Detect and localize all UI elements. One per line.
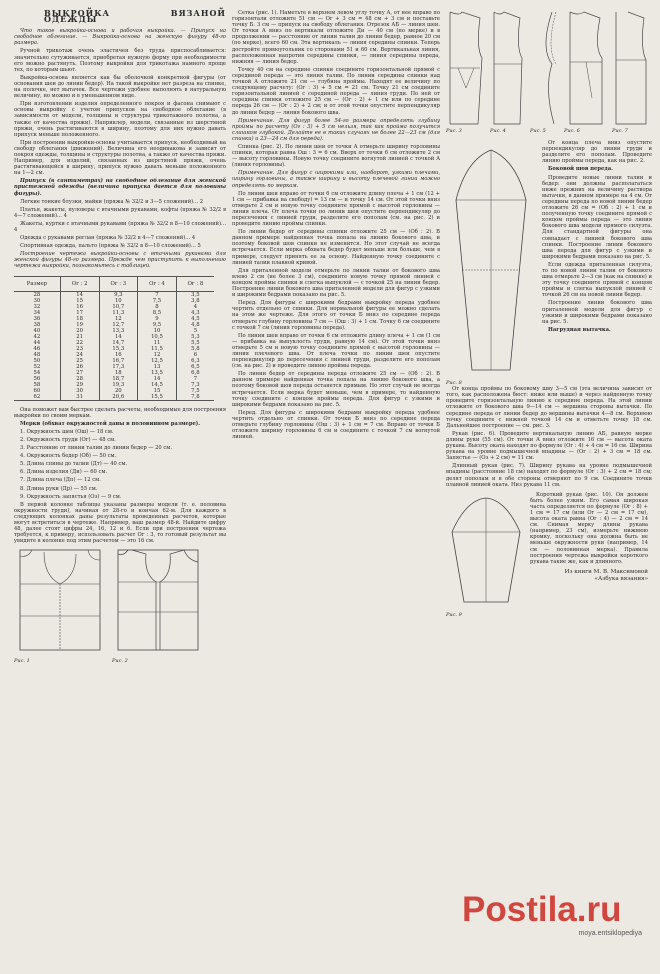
table-cell: 3,8 — [176, 298, 214, 304]
short-sleeve-drawing — [446, 492, 526, 612]
right-text-block — [542, 140, 652, 386]
table-cell: 48 — [33, 351, 41, 358]
pattern-drawing-1 — [14, 546, 106, 658]
figure-caption: Рис. 9 — [446, 611, 462, 618]
table-cell: 22 — [60, 340, 99, 346]
sleeve-drawing — [446, 140, 536, 380]
table-cell: 10 — [99, 298, 138, 304]
table-cell: 60 — [33, 387, 41, 394]
table-header: Ог : 3 — [99, 276, 138, 291]
pattern-drawing-7 — [612, 8, 652, 128]
pattern-drawing-6 — [564, 8, 608, 128]
table-cell: 10,7 — [99, 304, 138, 310]
table-cell: 3,5 — [176, 291, 214, 298]
table-cell: 7 — [138, 291, 177, 298]
table-cell: 19 — [60, 322, 99, 328]
table-cell: 40 — [33, 327, 41, 334]
table-row — [14, 394, 214, 401]
table-cell: 9 — [138, 316, 177, 322]
watermark — [462, 890, 642, 960]
table-cell: 32 — [33, 303, 41, 310]
table-cell: 23 — [60, 346, 99, 352]
table-cell: 54 — [33, 369, 41, 376]
table-cell: 12,5 — [138, 358, 177, 364]
table-cell: 4,8 — [176, 322, 214, 328]
figure-caption: Рис. 5 — [530, 128, 546, 134]
table-cell: 44 — [33, 339, 41, 346]
figure-6 — [564, 8, 608, 134]
table-cell: 11,3 — [99, 310, 138, 316]
table-cell: 6,8 — [176, 370, 214, 376]
paragraph — [542, 166, 652, 172]
table-cell: 11 — [138, 340, 177, 346]
figure-caption: Рис. 1 — [14, 658, 30, 665]
table-cell: 27 — [60, 370, 99, 376]
table-cell: 9,5 — [138, 322, 177, 328]
paragraph: По линии бедер от середины переда отложите 25 см — (Об : 2). В данном примере найденная точка попала на линию бокового шва, а поэтому боковой шов переда останется прямым. Но этот случай не всегда встречается. Если мерка будет меньше, чем в примере, то найденную точку соедините с концом проймы переда. Для фигур с узкими и широкими бедрами показано на рис. 5. — [232, 371, 440, 408]
table-cell: 14,7 — [99, 340, 138, 346]
figure-1 — [14, 546, 106, 664]
table-cell: 6,5 — [176, 364, 214, 370]
paragraph: Построение линии бокового шва приталенной модели для фигур с узкими и широкими бедрами показано на рис. 5. — [542, 300, 652, 325]
paragraph: Перед. Для фигуры с широкими бедрами выкройку переда удобнее чертить отдельно от спинки. От точки Б вниз по середине переда отмерьте глубину горловины (Ош : 3) + 1 см = 7 см. Вправо от точки Б отложите ширину горловины 6 см и соедините с точкой 7 см вогнутой линией. — [232, 409, 440, 441]
measure-item: 4. Окружность бедер (Об) — 50 см. — [20, 453, 117, 460]
table-cell: 5,5 — [176, 340, 214, 346]
paragraph: От конца плеча вниз опустите перпендикуляр до линии груди и разделите его пополам. Проведите линию проймы переда, как на рис. 2. — [542, 140, 652, 165]
table-cell: 13,5 — [138, 370, 177, 376]
measure-item: 8. Длина руки (Др) — 55 см. — [20, 485, 98, 492]
table-cell: 28 — [60, 376, 99, 382]
side-seam-heading: Боковой шов переда. — [548, 166, 613, 173]
table-cell: 19,3 — [99, 382, 138, 388]
table-cell: 5 — [176, 328, 214, 334]
paragraph: Если одежда приталенная силуэта, то по новой линии талии от бокового шва отмерьте 2—3 см (как на спинке) и эту точку соедините прямой с концом проймы и слегка выпуклой линией с точкой 26 см на новой линии бедер. — [542, 261, 652, 299]
paragraph: Спинка (рис. 2). По линии шеи от точки А отмерьте ширину горловины спинки, которая равна Ош : 3 = 6 см. Вверх от точки 6 см отложите 2 см — высоту горловины. Новую точку соедините вогнутой линией с точкой А (линия горловины). — [232, 143, 440, 169]
figures-3-7 — [446, 8, 652, 134]
table-cell: 8,5 — [138, 310, 177, 316]
note: Примечание. Для фигур более 54-го размера определять глубину проймы по расчету (Ог : 3) + 5 см нельзя, так как пройма получится слишком глубокой. Делайте ее в таких случаях не более 22—23 см (для спинки) и 23—24 см для переда). — [232, 117, 440, 142]
table-cell: 13 — [138, 364, 177, 370]
column-middle — [232, 10, 440, 442]
measures-heading: Мерки (обхват окружностей даны в половинном размере). — [20, 420, 201, 427]
table-cell: 10 — [138, 328, 177, 334]
table-cell: 4 — [176, 304, 214, 310]
table-cell: 18 — [99, 370, 138, 376]
allowance-item: Спортивная одежда, пальто (пряжа № 32/2 в 8—10 сложений)... 5 — [20, 243, 201, 250]
paragraph: При построении выкройки-основы учитывается припуск, необходимый на свободу облегания (движений). Величина его неодинакова и зависит от покроя одежды, толщины и структуры полотна, а также от качества пряжи. Например, для изделий, связанных из шерстяной пряжи, очень растягивающейся в ширину, припуск нужно давать меньше положенного на 1—2 см. — [14, 139, 226, 177]
paragraph: Проведите новые линии талии и бедер: они должны располагаться ниже прежних на величину раствора вытачки, в данном примере на 4 см. От середины переда по новой линии бедер отложите 26 см = (Об : 2) + 1 см и полученную точку соедините прямой с концом проймы переда — это линия бокового шва модели прямого силуэта. Для стандартной фигуры она совпадает с линией бокового шва спинки. Построение линии бокового шва переда для фигур с узкими и широкими бедрами показано на рис. 5. — [542, 174, 652, 260]
table-cell: 14 — [99, 334, 138, 340]
measure-item: 2. Окружность груди (Ог) — 48 см. — [20, 436, 116, 443]
table-cell: 14,5 — [138, 382, 177, 388]
figure-7 — [612, 8, 652, 134]
allowance-item: Легкие тонкие блузки, майки (пряжа № 32/2 и 3—5 сложений)... 2 — [20, 198, 204, 205]
table-cell: 25 — [60, 358, 99, 364]
table-cell: 16 — [99, 352, 138, 358]
measure-item: 3. Расстояние от линии талии до линии бедер — 20 см. — [20, 445, 172, 452]
table-cell: 17,3 — [99, 364, 138, 370]
figure-caption: Рис. 4 — [490, 128, 506, 134]
paragraph: Точку 40 см на середине спинки соедините горизонтальной прямой с серединой переда — это линия талии. По линии середины спинки над точкой А отложите 21 см — глубина проймы. Находят ее величину по следующему расчету: (Ог : 3) + 5 см = 21 см. Точку 21 см соедините горизонтальной линией с серединой переда — линия груди. По ней от середины спинки отложите 25 см — (Ог : 2) + 1 см или по середине переда 26 см — (Ог : 2) + 2 см; и от этой точки опустите перпендикуляр до линии бедер — линия бокового шва. — [232, 66, 440, 116]
allowance-item: Платья, жакеты, пуловеры с втачными рукавами, кофты (пряжа № 32/2 в 4—7 сложений)... 4 — [14, 206, 226, 219]
table-cell: 6 — [176, 352, 214, 358]
paragraph: В первой колонке таблицы указаны размеры модели (т. е. половина окружности груди), начиная от 28-го и кончая 62-м. Для каждого в следующих колонках даны результаты проведенных расчетов, которые могут встретиться в чертеже. Например, ваш размер 48-й. Найдите цифру 48, далее стоят цифры 24, 16, 12 и 6. Если при построении чертежа требуется, к примеру, использовать расчет Ог : 3, то готовый результат вы увидите в колонке под этим расчетом — это 16 см. — [14, 501, 226, 545]
figure-3 — [446, 8, 486, 134]
table-header: Размер — [14, 276, 60, 291]
measure-item: 5. Длина спины до талии (Дт) — 40 см. — [20, 461, 128, 468]
size-table — [14, 276, 214, 401]
table-cell: 30 — [60, 388, 99, 394]
table-header: Ог : 4 — [138, 276, 177, 291]
table-cell: 20 — [60, 328, 99, 334]
table-cell: 62 — [33, 393, 41, 400]
paragraph: Сетка (рис. 1). Наметьте в верхнем левом углу точку А, от нее вправо по горизонтали отложите 51 см — Ог + 3 см = 48 см + 3 см и поставьте точку Б. 3 см — припуск на свободу облегания. Отрезок АБ — линия шеи. От точки А вниз по вертикали отложите Ди — 40 см (по мерке) и в продолжении — расстояние от линии талии до линии бедер, равное 20 см (по мерке), всего 60 см. Эта вертикаль — линия середины спинки. Теперь достройте прямоугольник со сторонами 51 и 60 см. Вертикальная линия, расположенная напротив середины спинки, — линия середины переда, нижняя — линия бедер. — [232, 10, 440, 65]
table-cell: 6,3 — [176, 358, 214, 364]
table-cell: 11,5 — [138, 346, 177, 352]
page-title: ВЫКРОЙКА ВЯЗАНОЙ ОДЕЖДЫ — [44, 8, 226, 25]
short-sleeve-text — [530, 492, 648, 618]
allowance-item: Одежда с рукавами реглан (пряжа № 32/2 в 4—7 сложений)... 4 — [20, 235, 196, 242]
figure-caption: Рис. 7 — [612, 128, 628, 134]
figure-sleeve-area — [446, 140, 652, 386]
source-author: Из книги М. В. Максимовой — [564, 568, 648, 575]
measure-item: 6. Длина изделия (Ди) — 60 см. — [20, 469, 108, 476]
table-cell: 12 — [99, 316, 138, 322]
paragraph: По линии шеи вправо от точки 6 см отложите длину плеча + 1 см (1 см — прибавка на выпуклость груди, равную 14 см). От этой точки вниз отмерьте 5 см и новую точку соедините прямой с высотой горловины — линия плечевого шва. От плеча точки по линии шеи опустите перпендикуляр до пересечения с линией груди, разделите его пополам (см. на рис. 2) и проведите линию проймы переда. — [232, 332, 440, 370]
column-left — [14, 0, 226, 664]
table-cell: 9,3 — [99, 291, 138, 298]
paragraph: По линии бедер от середины спинки отложите 25 см — (Об : 2). В данном примере найденная точка попала на линию бокового шва, и поэтому боковой шов спинки не изменится. Но этот случай не всегда встречается. Если мерка обхвата бедер будет меньше или больше, чем в примере, следует принять ее за основу. Найденную точку соедините с линией талии плавной кривой. — [232, 229, 440, 266]
table-header-row — [14, 276, 214, 291]
table-cell: 4,5 — [176, 316, 214, 322]
table-cell: 15 — [60, 298, 99, 304]
watermark-site: moya.entsiklopediya — [578, 930, 642, 937]
pattern-drawing-4 — [490, 8, 526, 128]
figure-caption: Рис. 6 — [564, 128, 580, 134]
paragraph: Рукав (рис. 6). Проведите вертикальную линию АБ, равную мерке длины руки (55 см). От точки А вниз отложите 16 см — высота оката рукава. Высоту оката находят по формуле (Ог : 4) + 4 см = 16 см. Ширина рукава на уровне подмышечной впадины — (Ог : 2) + 3 см = 18 см. Запястье — (Оз + 2 см) = 11 см. — [446, 430, 652, 462]
table-cell: 15,3 — [99, 346, 138, 352]
dart-heading: Нагрудная вытачка. — [548, 326, 611, 333]
paragraph: Ручной трикотаж очень эластичен без труда приспосабливается: значительно сутуживается, приобретая нужную форму при необходимости его можно растянуть. Поэтому выкройки для трикотажа намного проще тех, по которым шьют. — [14, 48, 226, 73]
table-cell: 18 — [60, 316, 99, 322]
table-cell: 58 — [33, 381, 41, 388]
table-cell: 8 — [138, 304, 177, 310]
table-cell: 17 — [60, 310, 99, 316]
figure-caption: Рис. 3 — [446, 128, 462, 134]
table-cell: 7 — [176, 376, 214, 382]
paragraph: От конца проймы по боковому шву 3—5 см (эта величина зависит от того, как расположена бюст: ниже или выше) и через найденную точку проведите горизонтальную линию к середине переда. На этой линии отложите от бокового шва 9—14 см — вершина стороны вытачки. По середине переда от линии бедер до вершины вытачки 4—8 см. Верхнюю точку соедините с нижней точкой 14 см и отметьте точку 18 см. Дальнейшее построение — см. рис. 3. — [446, 386, 652, 429]
paragraph: Она поможет вам быстрее сделать расчеты, необходимые для построения выкройки по своим меркам. — [14, 406, 226, 419]
table-header: Ог : 2 — [60, 276, 99, 291]
measure-item: 7. Длина плеча (Дп) — 12 см. — [20, 477, 101, 484]
paragraph: Перед. Для фигуры с широкими бедрами выкройку переда удобнее чертить отдельно от спинки. Для нормальной фигуры ее можно сделать на этом же чертеже. Для этого от точки Б вниз по середине переда отмерьте глубину горловины 7 см — (Ош : 3) + 1 см. Точку 6 см соедините с точкой 7 см (линия горловины переда). — [232, 300, 440, 331]
table-cell: 7,3 — [176, 382, 214, 388]
note: Примечание. Для фигур с широкими или, наоборот, узкими плечами, ширину горловины, а также ширину и высоту плечевой линии можно определять по меркам. — [232, 170, 440, 189]
measure-item: 9. Окружность запястья (Оз) — 9 см. — [20, 493, 122, 500]
figure-9 — [446, 492, 526, 618]
figure-caption: Рис. 8 — [446, 380, 462, 387]
source-credit — [530, 569, 648, 583]
column-right — [446, 8, 652, 618]
paragraph: При изготовлении изделия определенного покроя и фасона снимают с основы выкройку с учетом припусков на свободное облегание (в зависимости от модели, толщины и структуры трикотажного полотна, а также от качества пряжи). Наприклер, модели, связанные из шерстяной пряжи, очень растягиваются в ширину, поэтому для них нужно давать припуск меньше положенного. — [14, 101, 226, 138]
table-cell: 14 — [60, 291, 99, 298]
paragraph: По линии шеи вправо от точки 6 см отложите длину плеча + 1 см (12 + 1 см — прибавка на свободу) = 13 см — и точку 14 см. От этой точки вниз отмерьте 2 см и новую точку соедините прямой с высотой горловины — линия плеча. От плеча точки по линии шеи опустите перпендикуляр до пересечения с линией груди, разделите его пополам (см. на рис. 2) и проведите линию проймы спинки. — [232, 190, 440, 228]
pattern-drawing-5 — [530, 8, 560, 128]
table-cell: 15,5 — [138, 394, 177, 401]
table-cell: 34 — [33, 309, 41, 316]
table-cell: 38 — [33, 321, 41, 328]
table-intro: Построение чертежа выкройки-основы с втачными рукавами для женской фигуры 48-го размера. Прежде чем приступить к выполнению чертежа выкройки, познакомьтесь с таблицей. — [14, 251, 226, 270]
table-cell: 18,7 — [99, 376, 138, 382]
pattern-drawing-2 — [112, 546, 204, 658]
figure-8 — [446, 140, 536, 386]
table-cell: 29 — [60, 382, 99, 388]
watermark-brand: Postila.ru — [462, 890, 622, 929]
table-cell: 12 — [138, 352, 177, 358]
measure-item: 1. Окружность шеи (Ош) — 18 см. — [20, 428, 114, 435]
paragraph: Выкройка-основа является как бы оболочкой конкретной фигуры (от основания шеи до линии бедер). На такой выкройке нет разреза на спинке, на полочке, нет вытачек. Все чертежи удобнее выполнять в натуральную величину, но можно и в уменьшенном виде. — [14, 74, 226, 100]
paragraph: Короткий рукав (рис. 10). Он должен быть более узким. Его самая широкая часть определяется по формуле (Ог : 8) + 1 см = 17 см (или Ог — 2 см = 17 см), высота оката равна (Ог : 4) — 2 см = 14 см. Снимая мерку длины рукава (например, 23 см), измерьте нижнюю кромку, поскольку она должна быть не меньше окружности руки (например, 14 см — половинная мерка). Правила построения чертежа выкройки короткого рукава такие же, как и длинного. — [530, 491, 648, 565]
table-cell: 56 — [33, 375, 41, 382]
table-cell: 14 — [138, 376, 177, 382]
table-cell: 30 — [33, 297, 41, 304]
table-cell: 36 — [33, 315, 41, 322]
table-body — [14, 291, 214, 400]
table-cell: 4,3 — [176, 310, 214, 316]
table-cell: 21 — [60, 334, 99, 340]
table-cell: 26 — [60, 364, 99, 370]
intro-text: Что такое выкройка-основа и рабочая выкройка. — Припуск на свободное облегание. — Выкройка-основа на женскую фигуру 48-го размера. — [14, 28, 226, 47]
figure-5 — [530, 8, 560, 134]
figures-1-2 — [14, 546, 226, 664]
table-cell: 7,5 — [176, 388, 214, 394]
table-cell: 42 — [33, 333, 41, 340]
table-cell: 12,7 — [99, 322, 138, 328]
allowance-heading: Припуск (в сантиметрах) на свободное облегание для женской пристежной одежды (величина припуска дается для половины фигуры). — [14, 178, 226, 197]
table-cell: 24 — [60, 352, 99, 358]
table-cell: 50 — [33, 357, 41, 364]
figure-caption: Рис. 2 — [112, 658, 128, 665]
table-cell: 52 — [33, 363, 41, 370]
table-cell: 31 — [60, 394, 99, 401]
table-header: Ог : 8 — [176, 276, 214, 291]
table-cell: 20 — [99, 388, 138, 394]
paragraph: Для приталенной модели отмерьте по линии талии от бокового шва влево 2 см (не более 3 см), соедините новую точку прямой линией с концом проймы спинки и слегка выпуклой — с точкой 25 на линии бедер. Построение линии бокового шва приталенной модели для фигур с узкими и широкими бедрами показано на рис. 5. — [232, 267, 440, 299]
table-cell: 7,8 — [176, 394, 214, 401]
table-cell: 46 — [33, 345, 41, 352]
table-cell: 16 — [60, 304, 99, 310]
source-book: «Азбука вязания» — [594, 575, 648, 582]
figure-2 — [112, 546, 204, 664]
figure-9-block — [446, 492, 652, 618]
table-cell: 5,3 — [176, 334, 214, 340]
pattern-drawing-3 — [446, 8, 486, 128]
paragraph: Длинный рукав (рис. 7). Ширину рукава на уровне подмышечной впадины (расстояние 18 см) находят по формуле (Ог : 3) + 2 см = 18 см; делят пополам и в обе стороны отмеряют по 9 см. Соедините точки плавной линией оката. Низ рукава 11 см. — [446, 463, 652, 488]
allowance-item: Жакеты, куртки с втачными рукавами (пряжа № 32/2 в 8—10 сложений)... 4 — [14, 220, 226, 233]
table-cell: 20,6 — [99, 394, 138, 401]
table-cell: 16,7 — [99, 358, 138, 364]
figure-4 — [490, 8, 526, 134]
table-cell: 10,5 — [138, 334, 177, 340]
table-cell: 7,5 — [138, 298, 177, 304]
table-cell: 15 — [138, 388, 177, 394]
table-cell: 28 — [33, 291, 41, 298]
table-cell: 13,3 — [99, 328, 138, 334]
table-cell: 5,8 — [176, 346, 214, 352]
